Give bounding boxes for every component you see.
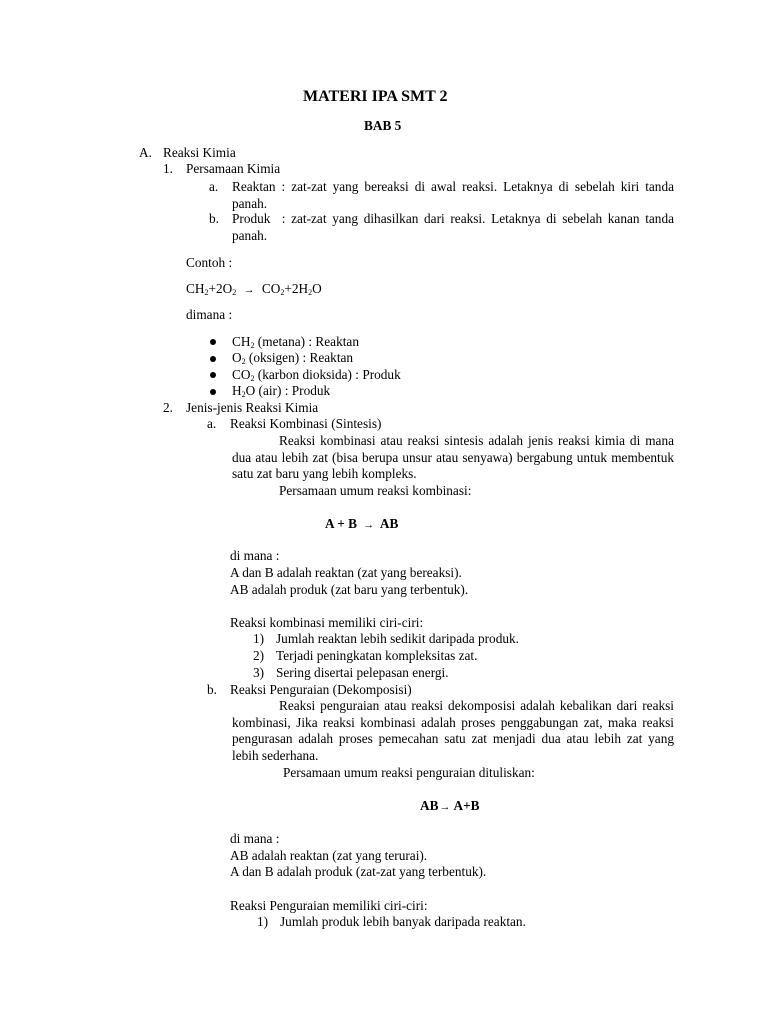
bullet-dot: [210, 389, 216, 395]
reaction-arrow: →: [243, 284, 255, 296]
item-2b-general-label: Persamaan umum reaksi penguraian dituliskan:: [283, 765, 535, 780]
bullet-item: $CH_2$ (metana) : Reaktan: [232, 334, 359, 350]
item-1b-marker: b.: [209, 211, 219, 226]
item-2a-def-1: A dan B adalah reaktan (zat yang bereaksi).: [230, 565, 462, 580]
ciri-marker: 1): [253, 631, 265, 646]
item-1b-text: Produk : zat-zat yang dihasilkan dari reaksi. Letaknya di sebelah kanan tanda panah.: [232, 211, 678, 243]
item-1a-text: Reaktan : zat-zat yang bereaksi di awal reaksi. Letaknya di sebelah kiri tanda panah.: [232, 179, 674, 211]
item-2a-ciri-label: Reaksi kombinasi memiliki ciri-ciri:: [230, 615, 424, 630]
section-a-marker: A.: [139, 145, 152, 160]
formula-arrow: →: [439, 801, 451, 813]
ciri-marker: 2): [253, 648, 265, 663]
item-2b-marker: b.: [207, 682, 217, 697]
item-2a-general-label: Persamaan umum reaksi kombinasi:: [279, 483, 472, 498]
item-1-heading: Persamaan Kimia: [186, 161, 281, 176]
chapter-heading: BAB 5: [364, 118, 402, 133]
ciri-text: Jumlah reaktan lebih sedikit daripada produk.: [276, 631, 519, 646]
contoh-label: Contoh :: [186, 255, 233, 270]
item-2a-dimana: di mana :: [230, 548, 280, 563]
item-2b-def-1: AB adalah reaktan (zat yang terurai).: [230, 848, 428, 863]
page-title: MATERI IPA SMT 2: [303, 88, 448, 105]
ciri-text: Terjadi peningkatan kompleksitas zat.: [276, 648, 478, 663]
item-2b-heading: Reaksi Penguraian (Dekomposisi): [230, 682, 412, 697]
ciri-text: Sering disertai pelepasan energi.: [276, 665, 449, 680]
section-a-heading: Reaksi Kimia: [163, 145, 236, 160]
ciri-text: Jumlah produk lebih banyak daripada reaktan.: [280, 914, 526, 929]
item-2-heading: Jenis-jenis Reaksi Kimia: [186, 400, 319, 415]
ciri-marker: 3): [253, 665, 265, 680]
item-2b-dimana: di mana :: [230, 831, 280, 846]
item-2b-paragraph: Reaksi penguraian atau reaksi dekomposisi adalah kebalikan dari reaksi kombinasi, Jika reaksi kombinasi adalah proses penggabungan zat, maka reaksi pengurasan adalah proses pemecahan satu zat menjadi dua atau lebih zat yang lebih sederhana.: [232, 698, 674, 763]
decomposition-formula: AB→ A+B: [420, 798, 480, 813]
bullet-dot: [210, 339, 216, 345]
item-2a-marker: a.: [207, 416, 217, 431]
item-2-marker: 2.: [163, 400, 173, 415]
reaction-equation: $CH_2+2O_2 \to CO_2+2H_2O$: [186, 281, 322, 297]
item-2a-paragraph: Reaksi kombinasi atau reaksi sintesis adalah jenis reaksi kimia di mana dua atau lebih zat (bisa berupa unsur atau senyawa) bergabung untuk membentuk satu zat baru yang lebih kompleks.: [232, 433, 674, 481]
bullet-dot: [210, 372, 216, 378]
combination-formula: A + B → AB: [325, 516, 399, 531]
bullet-item: $H_2O$ (air) : Produk: [232, 383, 331, 399]
item-2b-ciri-label: Reaksi Penguraian memiliki ciri-ciri:: [230, 898, 428, 913]
bullet-item: $CO_2$ (karbon dioksida) : Produk: [232, 367, 401, 383]
dimana-label: dimana :: [186, 307, 233, 322]
formula-arrow: →: [363, 519, 375, 531]
bullet-dot: [210, 356, 216, 362]
item-1-marker: 1.: [163, 161, 173, 176]
item-2a-def-2: AB adalah produk (zat baru yang terbentuk).: [230, 582, 469, 597]
item-1a-marker: a.: [209, 179, 219, 194]
ciri-marker: 1): [257, 914, 269, 929]
item-2a-heading: Reaksi Kombinasi (Sintesis): [230, 416, 382, 431]
bullet-item: $O_2$ (oksigen) : Reaktan: [232, 350, 354, 366]
item-2b-def-2: A dan B adalah produk (zat-zat yang terbentuk).: [230, 864, 487, 879]
